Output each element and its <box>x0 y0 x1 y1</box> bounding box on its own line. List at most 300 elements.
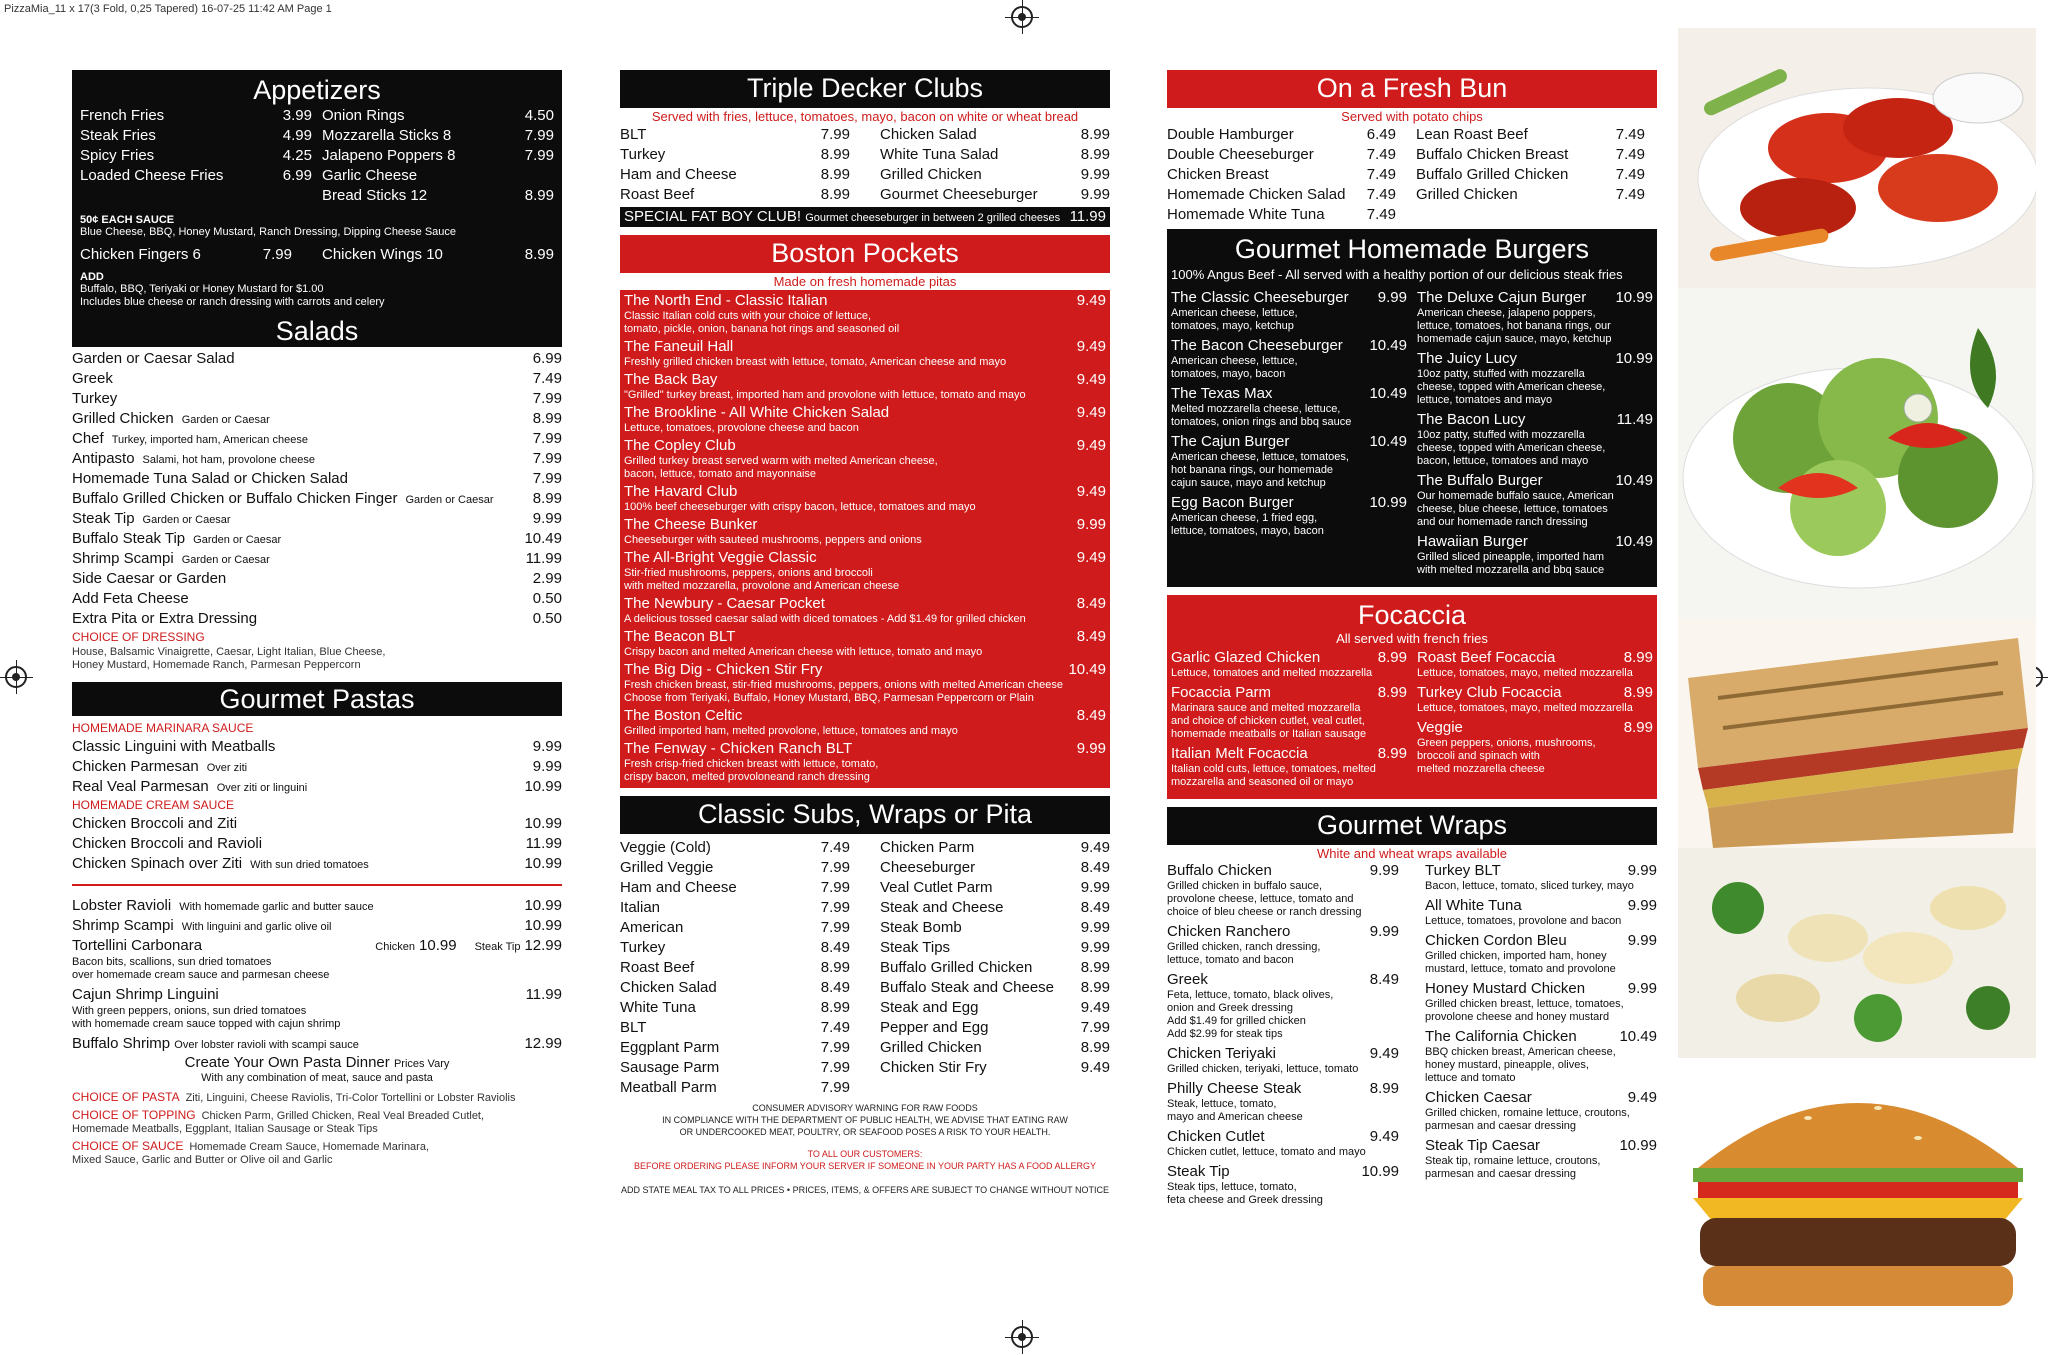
wrap-item <box>1167 923 1399 967</box>
item-note: Garden or Caesar <box>142 514 231 526</box>
pasta-item <box>72 896 562 916</box>
item-name: The Cajun Burger <box>1171 433 1290 450</box>
item-title: Extra Pita or Extra Dressing <box>72 610 258 627</box>
item-name: Steak Tip <box>1167 1163 1230 1180</box>
item-row <box>624 292 1106 310</box>
tortellini-desc: Bacon bits, scallions, sun dried tomatoes <box>72 956 272 968</box>
item-name: Italian Melt Focaccia <box>1171 745 1308 762</box>
item-name <box>72 834 520 854</box>
item-name <box>72 854 518 874</box>
burgers-subtitle: 100% Angus Beef - All served with a healthy portion of our delicious steak fries <box>1171 267 1623 282</box>
item-desc: Green peppers, onions, mushrooms, <box>1417 737 1596 749</box>
item-price: 8.99 <box>1623 684 1653 701</box>
item-price: 8.99 <box>532 490 562 507</box>
wrap-item <box>1425 1137 1657 1181</box>
item-name: Turkey <box>620 939 666 956</box>
item-desc: lettuce, tomato and bacon <box>1167 954 1294 966</box>
item-price: 7.99 <box>524 127 554 144</box>
item-name <box>72 737 527 757</box>
salad-item <box>72 549 562 569</box>
appetizer-item <box>322 106 554 126</box>
item-desc: Add $1.49 for grilled chicken <box>1167 1015 1306 1027</box>
cream-title: HOMEMADE CREAM SAUCE <box>72 798 235 812</box>
dressing-text: House, Balsamic Vinaigrette, Caesar, Light Italian, Blue Cheese, <box>72 646 386 658</box>
dressing-text: Honey Mustard, Homemade Ranch, Parmesan Peppercorn <box>72 659 361 671</box>
burger-item <box>1417 289 1653 346</box>
salad-item <box>72 589 562 609</box>
item-name <box>72 389 527 409</box>
item-price: 8.99 <box>820 999 850 1016</box>
item-price: 10.99 <box>524 778 562 795</box>
item-name: All White Tuna <box>1425 897 1522 914</box>
item-desc: parmesan and caesar dressing <box>1425 1120 1577 1132</box>
wrap-item <box>1425 1028 1657 1085</box>
item-price: 10.49 <box>1619 1028 1657 1045</box>
item-name: French Fries <box>80 107 165 124</box>
pocket-item <box>620 483 1110 514</box>
item-price: 9.49 <box>1080 839 1110 856</box>
item-row <box>624 483 1106 501</box>
item-row <box>1417 350 1653 368</box>
club-item <box>880 125 1110 145</box>
item-name: The Bacon Lucy <box>1417 411 1526 428</box>
item-desc: tomatoes, mayo, bacon <box>1171 368 1286 380</box>
item-title: Chicken Spinach over Ziti <box>72 855 243 872</box>
salad-item <box>72 349 562 369</box>
item-desc: Choose from Teriyaki, Buffalo, Honey Mustard, BBQ, Parmesan Peppercorn or Plain <box>624 692 1034 704</box>
item-row <box>624 437 1106 455</box>
item-name: The Fenway - Chicken Ranch BLT <box>624 740 853 757</box>
item-name: Steak Bomb <box>880 919 962 936</box>
burgers-section <box>1167 229 1657 587</box>
focaccia-item <box>1171 745 1407 789</box>
item-price: 10.99 <box>1615 289 1653 306</box>
item-name: Chicken Parm <box>880 839 975 856</box>
cajun-desc: with homemade cream sauce topped with cajun shrimp <box>72 1018 341 1030</box>
item-name: The Juicy Lucy <box>1417 350 1518 367</box>
pasta-item <box>72 737 562 757</box>
item-name: Grilled Chicken <box>1416 186 1518 203</box>
chicken-fingers-item: Chicken Fingers 6 7.99 <box>80 246 292 263</box>
item-row <box>1417 684 1653 702</box>
item-name: Grilled Chicken <box>880 166 982 183</box>
item-desc: provolone cheese and honey mustard <box>1425 1011 1610 1023</box>
item-price: 4.50 <box>524 107 554 124</box>
salad-item <box>72 429 562 449</box>
item-row <box>1425 1028 1657 1046</box>
item-row <box>624 404 1106 422</box>
item-desc: A delicious tossed caesar salad with diced tomatoes - Add $1.49 for grilled chicken <box>624 613 1026 625</box>
item-desc: bacon, lettuce, tomatoes and mayo <box>1417 455 1589 467</box>
item-row <box>1167 862 1399 880</box>
sub-item <box>620 938 850 958</box>
item-name: The Deluxe Cajun Burger <box>1417 289 1587 306</box>
item-name: Mozzarella Sticks 8 <box>322 127 452 144</box>
item-desc: Grilled imported ham, melted provolone, lettuce, tomatoes and mayo <box>624 725 958 737</box>
item-title: Chicken Parmesan <box>72 758 199 775</box>
item-name: Steak and Egg <box>880 999 979 1016</box>
wraps-title: Gourmet Wraps <box>1167 807 1657 845</box>
sub-item <box>880 898 1110 918</box>
burger-item <box>1417 472 1653 529</box>
sub-item <box>620 978 850 998</box>
appetizer-item <box>80 106 312 126</box>
item-row <box>1167 1128 1399 1146</box>
item-desc: Add $2.99 for steak tips <box>1167 1028 1283 1040</box>
item-price: 10.49 <box>1369 337 1407 354</box>
item-name <box>72 609 527 629</box>
item-desc: Cheeseburger with sauteed mushrooms, peppers and onions <box>624 534 922 546</box>
item-row <box>1425 1137 1657 1155</box>
add-line: Buffalo, BBQ, Teriyaki or Honey Mustard for $1.00 <box>80 283 324 295</box>
item-price: 10.99 <box>1369 494 1407 511</box>
item-note: Garden or Caesar <box>405 494 494 506</box>
item-row <box>1417 533 1653 551</box>
item-desc: with melted mozzarella, provolone and American cheese <box>624 580 900 592</box>
item-price: 9.99 <box>1627 897 1657 914</box>
item-title: Grilled Chicken <box>72 410 174 427</box>
sub-item <box>620 958 850 978</box>
item-desc: Freshly grilled chicken breast with lettuce, tomato, American cheese and mayo <box>624 356 1007 368</box>
item-name: Buffalo Grilled Chicken <box>880 959 1033 976</box>
item-price: 7.49 <box>1615 166 1645 183</box>
item-desc: mustard, lettuce, tomato and provolone <box>1425 963 1616 975</box>
item-price: 9.99 <box>1080 166 1110 183</box>
pockets-list <box>620 290 1110 788</box>
item-price: 6.49 <box>1366 126 1396 143</box>
item-note: Over ziti or linguini <box>216 782 308 794</box>
item-price: 9.99 <box>1080 919 1110 936</box>
tortellini-item: Tortellini Carbonara Chicken 10.99 Steak Tip 12.99 <box>72 937 562 954</box>
sub-item <box>620 998 850 1018</box>
sub-item <box>620 1078 850 1098</box>
item-title: Lobster Ravioli <box>72 897 172 914</box>
item-price: 4.25 <box>282 147 312 164</box>
bun-item <box>1416 185 1645 205</box>
salad-item <box>72 449 562 469</box>
item-desc: bacon, lettuce, tomato and mayonnaise <box>624 468 817 480</box>
club-item <box>620 185 850 205</box>
item-name: Ham and Cheese <box>620 879 737 896</box>
advisory-text: OR UNDERCOOKED MEAT, POULTRY, OR SEAFOOD POSES A RISK TO YOUR HEALTH. <box>679 1127 1051 1137</box>
item-name: The Big Dig - Chicken Stir Fry <box>624 661 823 678</box>
item-desc: homemade meatballs or Italian sausage <box>1171 728 1367 740</box>
wrap-item <box>1425 862 1657 893</box>
choice-text: Mixed Sauce, Garlic and Butter or Olive oil and Garlic <box>72 1154 333 1166</box>
item-desc: mozzarella and seasoned oil or mayo <box>1171 776 1354 788</box>
item-desc: cheese, topped with American cheese, <box>1417 442 1606 454</box>
item-price: 7.99 <box>532 450 562 467</box>
wraps-subtitle: White and wheat wraps available <box>1316 846 1508 861</box>
bun-title: On a Fresh Bun <box>1167 70 1657 108</box>
pocket-item <box>620 707 1110 738</box>
item-price: 10.49 <box>524 530 562 547</box>
bun-item <box>1167 205 1396 225</box>
wrap-item <box>1167 1128 1399 1159</box>
item-name: The All-Bright Veggie Classic <box>624 549 817 566</box>
burger-item <box>1171 289 1407 333</box>
item-price: 8.99 <box>1377 745 1407 762</box>
choice-text: Chicken Parm, Grilled Chicken, Real Veal Breaded Cutlet, <box>201 1110 485 1122</box>
burger-item <box>1417 350 1653 407</box>
burgers-title: Gourmet Homemade Burgers <box>1234 234 1590 264</box>
item-price: 9.99 <box>1369 923 1399 940</box>
item-title: Chicken Broccoli and Ziti <box>72 815 238 832</box>
item-desc: broccoli and spinach with <box>1417 750 1540 762</box>
item-price: 7.99 <box>524 147 554 164</box>
item-desc: Crispy bacon and melted American cheese with lettuce, tomato and mayo <box>624 646 983 658</box>
item-row <box>1167 1080 1399 1098</box>
item-price: 9.49 <box>1076 549 1106 566</box>
item-desc: feta cheese and Greek dressing <box>1167 1194 1323 1206</box>
item-note: Over ziti <box>206 762 248 774</box>
panini-sandwich-photo <box>1678 618 2036 848</box>
focaccia-section <box>1167 595 1657 799</box>
item-note: With homemade garlic and butter sauce <box>179 901 374 913</box>
club-item <box>880 145 1110 165</box>
item-price: 10.49 <box>1068 661 1106 678</box>
fat-boy-special: SPECIAL FAT BOY CLUB! Gourmet cheeseburger in between 2 grilled cheeses 11.99 <box>620 207 1110 227</box>
pasta-choice <box>72 1109 562 1136</box>
tortellini-pasta-photo <box>1678 848 2036 1058</box>
item-row <box>624 516 1106 534</box>
advisory-text: IN COMPLIANCE WITH THE DEPARTMENT OF PUBLIC HEALTH, WE ADVISE THAT EATING RAW <box>662 1115 1068 1125</box>
item-name: Roast Beef <box>620 959 695 976</box>
item-price: 7.99 <box>820 879 850 896</box>
item-price: 10.99 <box>1615 350 1653 367</box>
wrap-item <box>1167 1045 1399 1076</box>
sub-item <box>880 878 1110 898</box>
item-price: 9.49 <box>1076 292 1106 309</box>
item-price: 11.99 <box>525 835 562 852</box>
item-price: 8.49 <box>1080 859 1110 876</box>
item-name <box>72 589 527 609</box>
item-name: Ham and Cheese <box>620 166 737 183</box>
item-title: Classic Linguini with Meatballs <box>72 738 276 755</box>
tax-notice: ADD STATE MEAL TAX TO ALL PRICES • PRICES, ITEMS, & OFFERS ARE SUBJECT TO CHANGE WITHOUT NOTICE <box>621 1185 1109 1195</box>
cajun-desc: With green peppers, onions, sun dried tomatoes <box>72 1005 307 1017</box>
item-price: 9.49 <box>1076 404 1106 421</box>
item-name: Focaccia Parm <box>1171 684 1272 701</box>
item-name: BLT <box>620 126 647 143</box>
item-name <box>72 449 527 469</box>
item-price: 7.49 <box>1615 146 1645 163</box>
item-desc: tomatoes, mayo, ketchup <box>1171 320 1294 332</box>
sub-item <box>620 838 850 858</box>
item-row <box>1171 385 1407 403</box>
item-title: Chicken Broccoli and Ravioli <box>72 835 263 852</box>
item-row <box>1417 719 1653 737</box>
item-name: Italian <box>620 899 661 916</box>
item-price: 10.99 <box>1361 1163 1399 1180</box>
item-price: 0.50 <box>532 590 562 607</box>
salads-title: Salads <box>72 315 562 347</box>
focaccia-item <box>1417 719 1653 776</box>
item-name: Turkey <box>620 146 666 163</box>
item-name <box>72 409 527 429</box>
item-name: Philly Cheese Steak <box>1167 1080 1302 1097</box>
item-name: The Faneuil Hall <box>624 338 734 355</box>
item-desc: lettuce, tomatoes and mayo <box>1417 394 1553 406</box>
item-price: 8.49 <box>820 939 850 956</box>
item-name: Buffalo Chicken Breast <box>1416 146 1569 163</box>
item-price: 10.49 <box>1615 472 1653 489</box>
item-title: Buffalo Steak Tip <box>72 530 186 547</box>
item-price: 7.99 <box>820 1039 850 1056</box>
item-name: Honey Mustard Chicken <box>1425 980 1586 997</box>
item-row <box>624 338 1106 356</box>
appetizers-section <box>72 70 562 315</box>
item-name <box>72 814 518 834</box>
item-name: The Brookline - All White Chicken Salad <box>624 404 890 421</box>
item-name: Steak Tip Caesar <box>1425 1137 1541 1154</box>
sub-item <box>620 898 850 918</box>
focaccia-title: Focaccia <box>1357 600 1467 630</box>
item-name: Eggplant Parm <box>620 1039 720 1056</box>
item-price: 3.99 <box>282 107 312 124</box>
item-price: 2.99 <box>532 570 562 587</box>
item-desc: Bacon, lettuce, tomato, sliced turkey, mayo <box>1425 880 1634 892</box>
item-name: Egg Bacon Burger <box>1171 494 1294 511</box>
item-desc: Grilled chicken, imported ham, honey <box>1425 950 1607 962</box>
item-row <box>1167 971 1399 989</box>
buffalo-shrimp-item: Buffalo Shrimp Over lobster ravioli with scampi sauce 12.99 <box>72 1035 562 1052</box>
item-row <box>1171 649 1407 667</box>
item-price: 7.49 <box>820 1019 850 1036</box>
item-price: 7.99 <box>820 126 850 143</box>
item-name: Chicken Stir Fry <box>880 1059 987 1076</box>
sub-item <box>880 1038 1110 1058</box>
focaccia-item <box>1417 649 1653 680</box>
item-price: 10.49 <box>1369 433 1407 450</box>
registration-mark-icon <box>1011 1326 1033 1348</box>
appetizer-item <box>80 166 312 186</box>
item-price: 9.99 <box>532 758 562 775</box>
item-desc: homemade cajun sauce, mayo, ketchup <box>1417 333 1612 345</box>
sub-item <box>880 838 1110 858</box>
sauce-title: 50¢ EACH SAUCE <box>80 214 175 226</box>
item-price: 10.99 <box>1619 1137 1657 1154</box>
item-price: 10.99 <box>524 855 562 872</box>
item-row <box>624 595 1106 613</box>
item-price: 8.99 <box>1080 146 1110 163</box>
item-name: The Classic Cheeseburger <box>1171 289 1349 306</box>
sub-item <box>880 918 1110 938</box>
item-price: 4.99 <box>282 127 312 144</box>
item-price: 8.99 <box>1369 1080 1399 1097</box>
focaccia-item <box>1171 649 1407 680</box>
item-price: 8.49 <box>1076 628 1106 645</box>
item-name: Roast Beef <box>620 186 695 203</box>
item-name <box>72 349 527 369</box>
item-price: 9.49 <box>1627 1089 1657 1106</box>
pasta-item <box>72 777 562 797</box>
item-price: 8.99 <box>1623 649 1653 666</box>
item-price: 7.99 <box>820 1059 850 1076</box>
item-name: The Havard Club <box>624 483 738 500</box>
item-name: The North End - Classic Italian <box>624 292 828 309</box>
item-price: 7.99 <box>820 899 850 916</box>
item-name: Chicken Salad <box>620 979 717 996</box>
item-desc: Grilled chicken, romaine lettuce, croutons, <box>1425 1107 1630 1119</box>
item-name: Buffalo Steak and Cheese <box>880 979 1055 996</box>
add-line: Includes blue cheese or ranch dressing with carrots and celery <box>80 296 385 308</box>
item-price: 7.49 <box>1366 186 1396 203</box>
item-name: Turkey BLT <box>1425 862 1501 879</box>
appetizer-item <box>322 146 554 166</box>
item-desc: Our homemade buffalo sauce, American <box>1417 490 1614 502</box>
burger-item <box>1417 533 1653 577</box>
column-middle <box>620 70 1110 1196</box>
item-name: Spicy Fries <box>80 147 155 164</box>
item-name: Steak Fries <box>80 127 156 144</box>
item-desc: Stir-fried mushrooms, peppers, onions and broccoli <box>624 567 873 579</box>
item-desc: 10oz patty, stuffed with mozzarella <box>1417 429 1585 441</box>
item-price: 7.49 <box>1366 146 1396 163</box>
item-name: Garlic Cheese <box>322 167 418 184</box>
sauce-text: Blue Cheese, BBQ, Honey Mustard, Ranch Dressing, Dipping Cheese Sauce <box>80 226 457 238</box>
salad-item <box>72 489 562 509</box>
club-item <box>880 165 1110 185</box>
item-name: The Boston Celtic <box>624 707 743 724</box>
item-note: Garden or Caesar <box>181 414 270 426</box>
item-name: Buffalo Chicken <box>1167 862 1272 879</box>
item-price: 10.99 <box>524 815 562 832</box>
item-name: Loaded Cheese Fries <box>80 167 224 184</box>
item-name: Garlic Glazed Chicken <box>1171 649 1321 666</box>
bun-item <box>1416 125 1645 145</box>
create-pasta-desc: With any combination of meat, sauce and pasta <box>201 1072 433 1084</box>
item-desc: Chicken cutlet, lettuce, tomato and mayo <box>1167 1146 1366 1158</box>
item-desc: cajun sauce, mayo and ketchup <box>1171 477 1326 489</box>
item-name: Sausage Parm <box>620 1059 720 1076</box>
item-price: 7.99 <box>532 470 562 487</box>
appetizer-item <box>80 126 312 146</box>
item-desc: Steak tip, romaine lettuce, croutons, <box>1425 1155 1601 1167</box>
bun-item <box>1167 125 1396 145</box>
item-desc: Marinara sauce and melted mozzarella <box>1171 702 1361 714</box>
bun-item <box>1416 145 1645 165</box>
focaccia-item <box>1417 684 1653 715</box>
item-note: Garden or Caesar <box>193 534 282 546</box>
item-desc: choice of bleu cheese or ranch dressing <box>1167 906 1362 918</box>
item-title: Shrimp Scampi <box>72 917 174 934</box>
item-desc: Grilled chicken, ranch dressing, <box>1167 941 1321 953</box>
salads-list <box>72 347 562 629</box>
item-name <box>72 369 527 389</box>
item-name: Buffalo Grilled Chicken <box>1416 166 1569 183</box>
item-title: Steak Tip <box>72 510 135 527</box>
item-desc: Grilled turkey breast served warm with melted American cheese, <box>624 455 938 467</box>
item-desc: lettuce and tomato <box>1425 1072 1516 1084</box>
sub-item <box>880 1058 1110 1078</box>
pasta-item <box>72 814 562 834</box>
item-desc: American cheese, jalapeno poppers, <box>1417 307 1596 319</box>
item-price: 8.99 <box>1623 719 1653 736</box>
item-name: Chicken Cutlet <box>1167 1128 1265 1145</box>
choice-text: Homemade Meatballs, Eggplant, Italian Sausage or Steak Tips <box>72 1123 378 1135</box>
pocket-item <box>620 628 1110 659</box>
item-price: 7.49 <box>1615 126 1645 143</box>
item-name: The Back Bay <box>624 371 718 388</box>
item-title: Turkey <box>72 390 118 407</box>
focaccia-subtitle: All served with french fries <box>1336 631 1488 646</box>
item-price: 8.99 <box>1080 959 1110 976</box>
item-desc: and choice of chicken cutlet, veal cutlet, <box>1171 715 1365 727</box>
item-name: BLT <box>620 1019 647 1036</box>
salad-item <box>72 569 562 589</box>
appetizer-item <box>322 126 554 146</box>
